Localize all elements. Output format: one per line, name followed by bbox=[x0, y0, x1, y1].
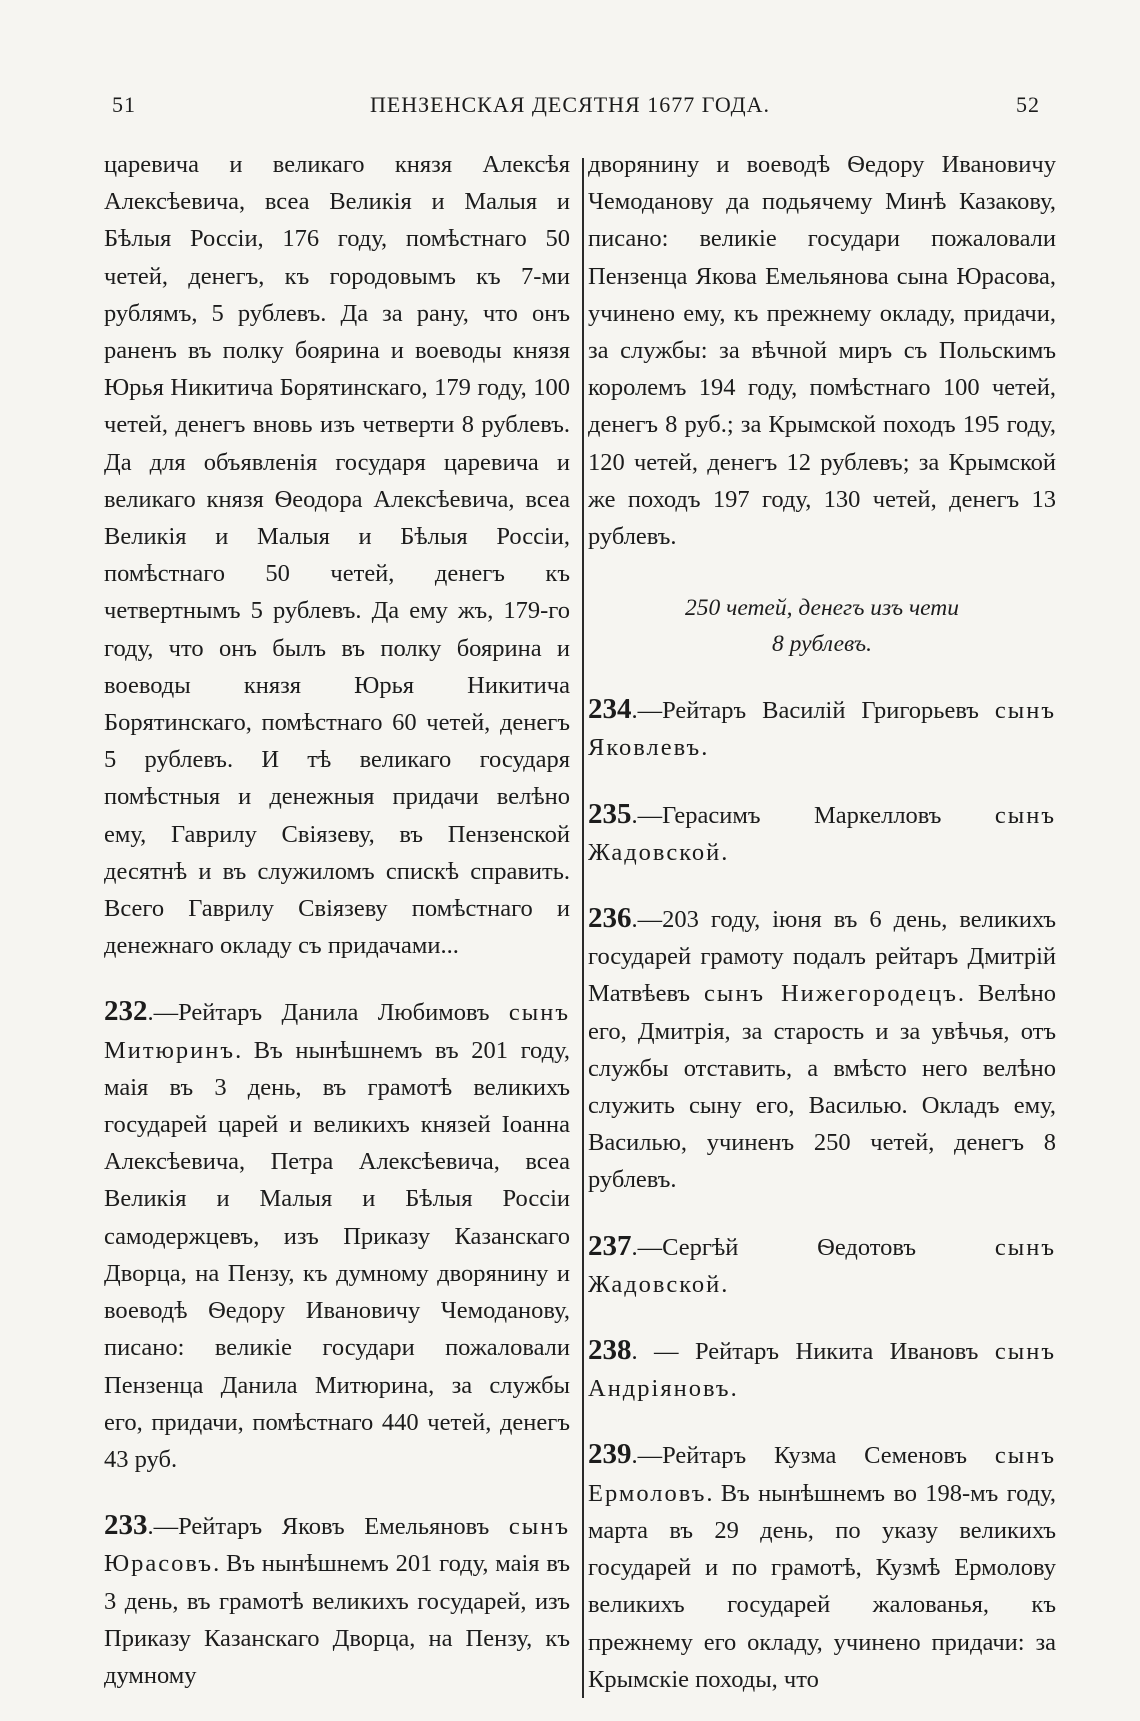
salary-note bbox=[588, 590, 1056, 662]
entry-number: 232 bbox=[104, 995, 148, 1028]
entry-text: . bbox=[701, 734, 708, 762]
entry-237 bbox=[588, 1228, 1056, 1303]
entry-surname: сынъ Жадовской bbox=[588, 801, 1056, 866]
entry-text: . Велѣно его, Дмитрія, за старость и за увѣчья, отъ службы отставить, а вмѣсто него велѣно служить сыну его, Василью. Окладъ ему, Василью, учиненъ 250 четей, денегъ 8 рублевъ. bbox=[588, 980, 1056, 1194]
note-line: 8 рублевъ. bbox=[772, 631, 872, 658]
entry-text: . bbox=[721, 1270, 728, 1298]
entry-intro: . — Рейтаръ Никита Ивановъ bbox=[631, 1338, 995, 1366]
entry-surname: сынъ Ермоловъ bbox=[588, 1442, 1056, 1507]
page-number-right: 52 bbox=[1016, 92, 1040, 117]
entry-number: 239 bbox=[588, 1438, 632, 1471]
entry-number: 237 bbox=[588, 1229, 632, 1262]
entry-surname: сынъ Митюринъ bbox=[104, 999, 570, 1064]
entry-238 bbox=[588, 1332, 1056, 1407]
column-divider bbox=[582, 158, 584, 1698]
entry-text: . Въ нынѣшнемъ во 198-мъ году, марта въ 29 день, по указу великихъ государей и по грамотѣ, Кузмѣ Ермолову великихъ государей жалованья, къ прежнему его окладу, учинено придачи: за Крымскіе походы, что bbox=[588, 1479, 1056, 1693]
entry-number: 235 bbox=[588, 797, 632, 830]
entry-232 bbox=[104, 993, 570, 1478]
continued-paragraph: дворянину и воеводѣ Ѳедору Ивановичу Чемоданову да подьячему Минѣ Казакову, писано: великіе государи пожаловали Пензенца Якова Емельянова сына Юрасова, учинено ему, къ прежнему окладу, придачи, за службы: за вѣчной миръ съ Польскимъ королемъ 194 году, помѣстнаго 100 четей, денегъ 8 руб.; за Крымской походъ 195 году, 120 четей, денегъ 12 рублевъ; за Крымской же походъ 197 году, 130 четей, денегъ 13 рублевъ. bbox=[588, 151, 1056, 551]
entry-surname: сынъ Яковлевъ bbox=[588, 697, 1056, 762]
page-number-left: 51 bbox=[112, 92, 136, 117]
entry-text: . bbox=[721, 838, 728, 866]
entry-233 bbox=[104, 1507, 570, 1694]
entry-intro: .—Герасимъ Маркелловъ bbox=[631, 801, 995, 829]
entry-surname: сынъ Жадовской bbox=[588, 1233, 1056, 1298]
note-line: 250 четей, денегъ изъ чети bbox=[684, 595, 960, 622]
entry-intro: .—Сергѣй Ѳедотовъ bbox=[631, 1233, 995, 1261]
entry-text: . Въ нынѣшнемъ 201 году, маія въ 3 день, въ грамотѣ великихъ государей, изъ Приказу Казанскаго Дворца, на Пензу, къ думному bbox=[104, 1550, 570, 1689]
left-column bbox=[104, 146, 570, 1694]
entry-intro: .—Рейтаръ Василій Григорьевъ bbox=[631, 697, 995, 725]
entry-text: . Въ нынѣшнемъ въ 201 году, маія въ 3 день, въ грамотѣ великихъ государей царей и великихъ князей Іоанна Алексѣевича, Петра Алексѣевича, всеа Великія и Малыя и Бѣлыя Россіи самодержцевъ, изъ Приказу Казанскаго Дворца, на Пензу, къ думному дворянину и воеводѣ Ѳедору Ивановичу Чемоданову, писано: великіе государи пожаловали Пензенца Данила Митюрина, за службы его, придачи, помѣстнаго 440 четей, денегъ 43 руб. bbox=[104, 1036, 570, 1473]
entry-number: 238 bbox=[588, 1334, 632, 1367]
entry-number: 233 bbox=[104, 1509, 148, 1542]
right-column bbox=[588, 146, 1056, 1698]
entry-surname: сынъ Нижегородецъ bbox=[703, 980, 958, 1008]
entry-239 bbox=[588, 1436, 1056, 1697]
entry-surname: сынъ Юрасовъ bbox=[104, 1513, 570, 1578]
entry-236 bbox=[588, 900, 1056, 1199]
entry-text: . bbox=[730, 1375, 737, 1403]
entry-intro: .—Рейтаръ Яковъ Емельяновъ bbox=[147, 1513, 509, 1541]
entry-surname: сынъ Андріяновъ bbox=[588, 1338, 1056, 1403]
entry-intro: .—203 году, іюня въ 6 день, великихъ государей грамоту подалъ рейтаръ Дмитрій Матвѣевъ bbox=[588, 906, 1056, 1008]
entry-intro: .—Рейтаръ Данила Любимовъ bbox=[147, 999, 509, 1027]
entry-intro: .—Рейтаръ Кузма Семеновъ bbox=[631, 1442, 995, 1470]
entry-235 bbox=[588, 796, 1056, 871]
running-title: ПЕНЗЕНСКАЯ ДЕСЯТНЯ 1677 ГОДА. bbox=[369, 92, 771, 117]
continued-paragraph: царевича и великаго князя Алексѣя Алексѣевича, всеа Великія и Малыя и Бѣлыя Россіи, 176 году, помѣстнаго 50 четей, денегъ, къ городовымъ къ 7-ми рублямъ, 5 рублевъ. Да за рану, что онъ раненъ въ полку боярина и воеводы князя Юрья Никитича Борятинскаго, 179 году, 100 четей, денегъ вновь изъ четверти 8 рублевъ. Да для объявленія государя царевича и великаго князя Ѳеодора Алексѣевича, всеа Великія и Малыя и Бѣлыя Россіи, помѣстнаго 50 четей, денегъ къ четвертнымъ 5 рублевъ. Да ему жъ, 179-го году, что онъ былъ въ полку боярина и воеводы князя Юрья Никитича Борятинскаго, помѣстнаго 60 четей, денегъ 5 рублевъ. И тѣ великаго государя помѣстныя и денежныя придачи велѣно ему, Гаврилу Свіязеву, въ Пензенской десятнѣ и въ служиломъ спискѣ справить. Всего Гаврилу Свіязеву помѣстнаго и денежнаго окладу съ придачами... bbox=[104, 151, 570, 960]
entry-234 bbox=[588, 691, 1056, 766]
entry-number: 234 bbox=[588, 693, 632, 726]
entry-number: 236 bbox=[588, 902, 632, 935]
